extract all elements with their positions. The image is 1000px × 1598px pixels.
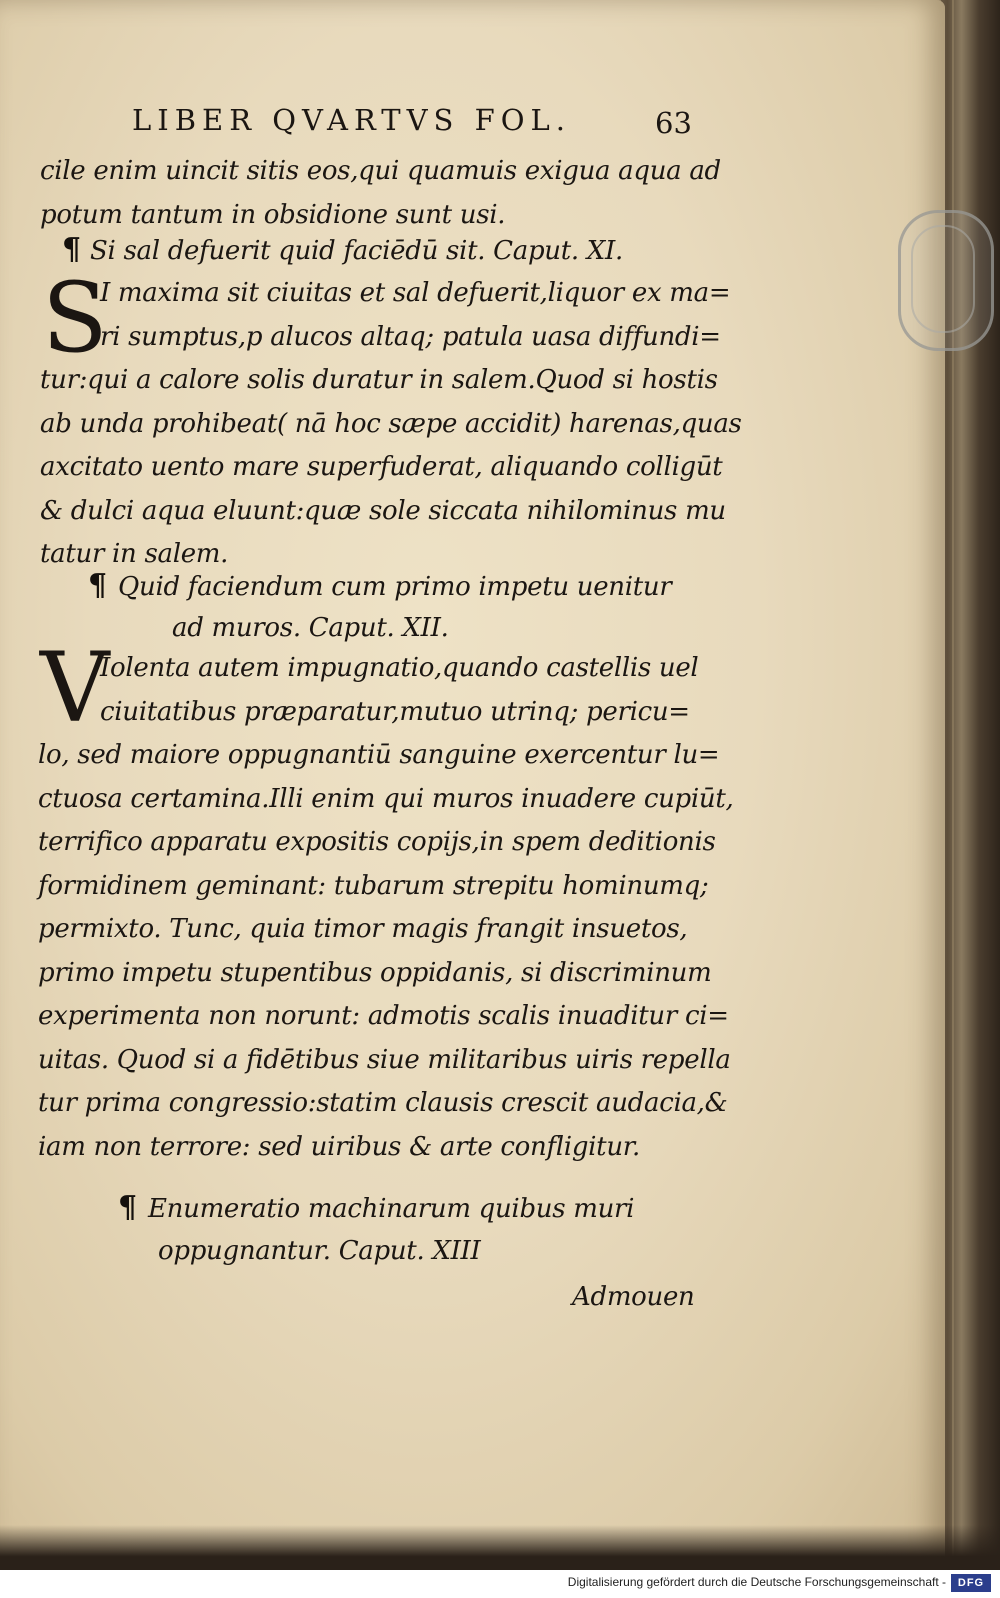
- drop-initial-s: S: [42, 262, 108, 374]
- text-line: & dulci aqua eluunt:quæ sole siccata nihilominus mu: [40, 495, 726, 526]
- page-shadow: [0, 1525, 1000, 1570]
- text-line: ri sumptus,p alucos altaq; patula uasa diffundi=: [100, 321, 721, 352]
- text-line: cile enim uincit sitis eos,qui quamuis exigua aqua ad: [40, 156, 721, 186]
- chapter-xi-text-indented: [100, 272, 730, 359]
- text-line: ab unda prohibeat( nā hoc sæpe accidit) harenas,quas: [40, 408, 742, 439]
- text-line: ctuosa certamina.Illi enim qui muros inuadere cupiūt,: [38, 783, 734, 814]
- text-line: uitas. Quod si a fidētibus siue militaribus uiris repella: [38, 1044, 731, 1075]
- pilcrow-icon: ¶: [118, 1190, 138, 1225]
- chapter-heading-xii-line2: ad muros. Caput. XII.: [172, 613, 449, 643]
- text-line: tatur in salem.: [40, 539, 229, 569]
- text-line: experimenta non norunt: admotis scalis inuaditur ci=: [38, 1001, 729, 1031]
- dfg-logo[interactable]: DFG: [951, 1574, 991, 1592]
- pilcrow-icon: ¶: [62, 232, 82, 267]
- text-line: tur prima congressio:statim clausis crescit audacia,&: [38, 1088, 728, 1118]
- running-head: LIBER QVARTVS FOL.: [132, 103, 572, 137]
- text-line: tur:qui a calore solis duratur in salem.Quod si hostis: [40, 365, 718, 395]
- text-line: formidinem geminant: tubarum strepitu hominumq;: [38, 870, 709, 901]
- footer-credit: Digitalisierung gefördert durch die Deutsche Forschungsgemeinschaft -: [567, 1575, 946, 1589]
- page-clip: [898, 210, 994, 351]
- text-line: primo impetu stupentibus oppidanis, si discriminum: [38, 957, 712, 988]
- chapter-heading-xiii-line1: Enumeratio machinarum quibus muri: [148, 1194, 635, 1224]
- catchword: Admouen: [572, 1282, 695, 1312]
- chapter-xii-text: [38, 734, 733, 1169]
- text-line: I maxima sit ciuitas et sal defuerit,liquor ex ma=: [100, 278, 731, 308]
- text-line: permixto. Tunc, quia timor magis frangit insuetos,: [38, 914, 688, 944]
- chapter-heading-xii-line1: Quid faciendum cum primo impetu uenitur: [118, 572, 672, 602]
- text-line: Iolenta autem impugnatio,quando castellis uel: [100, 653, 699, 683]
- intro-text: [40, 150, 721, 237]
- text-line: lo, sed maiore oppugnantiū sanguine exercentur lu=: [38, 740, 720, 770]
- drop-initial-v: V: [40, 632, 110, 744]
- text-line: ciuitatibus præparatur,mutuo utrinq; pericu=: [100, 696, 690, 727]
- text-line: iam non terrore: sed uiribus & arte confligitur.: [38, 1131, 641, 1162]
- chapter-heading-xiii-line2: oppugnantur. Caput. XIII: [158, 1236, 481, 1266]
- text-line: terrifico apparatu expositis copijs,in spem deditionis: [38, 827, 716, 857]
- pilcrow-icon: ¶: [88, 568, 108, 603]
- chapter-xi-text: [40, 359, 742, 577]
- text-line: axcitato uento mare superfuderat, aliquando colligūt: [40, 452, 723, 482]
- chapter-xii-text-indented: [100, 647, 698, 734]
- text-line: potum tantum in obsidione sunt usi.: [40, 199, 506, 230]
- folio-number: 63: [655, 106, 692, 140]
- chapter-heading-xi: Si sal defuerit quid faciēdū sit. Caput. XI.: [90, 236, 623, 266]
